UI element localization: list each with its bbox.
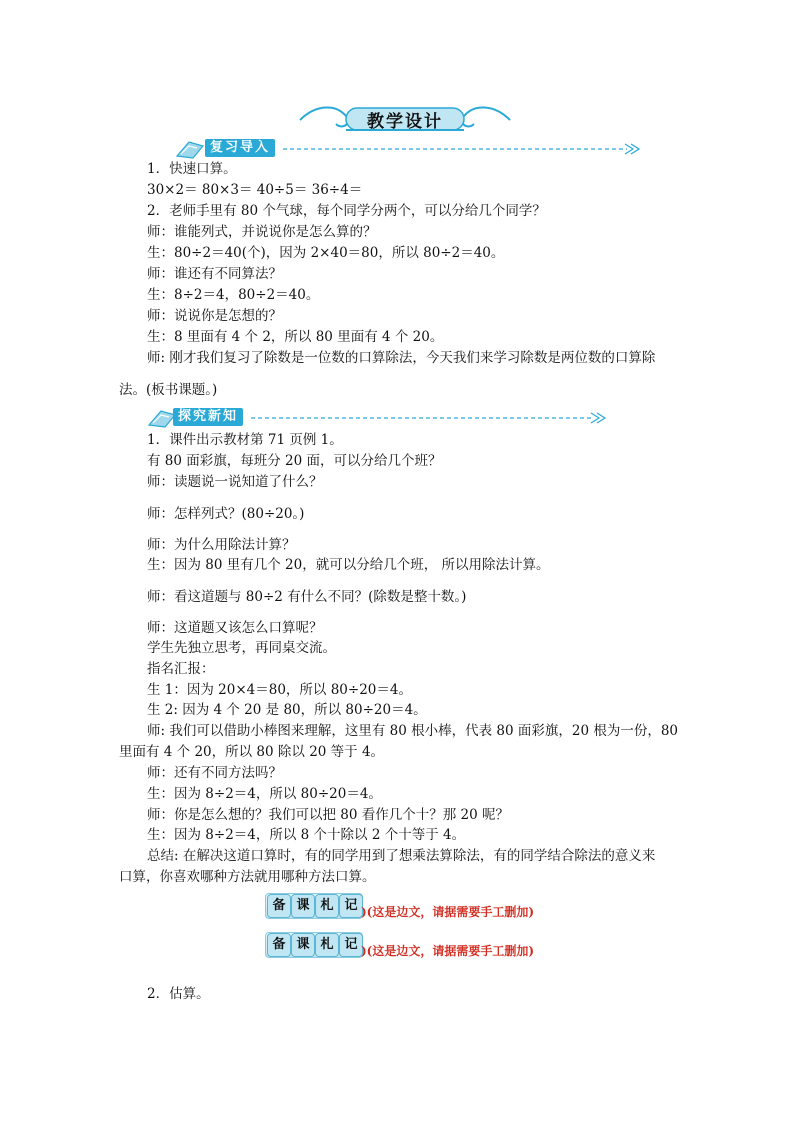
dashed-arrow-line — [251, 412, 607, 424]
text-line: 师：看这道题与 80÷2 有什么不同？(除数是整十数。) — [147, 589, 467, 605]
section-header-review — [175, 138, 641, 160]
note-char: 记 — [339, 894, 363, 918]
text-line: 学生先独立思考，再同桌交流。 — [147, 640, 336, 656]
text-line: 师：怎样列式？(80÷20。) — [147, 506, 305, 522]
margin-note-text: )(这是边文，请据需要手工删加) — [361, 905, 535, 919]
text-line: 生：8÷2＝4，80÷2＝40。 — [147, 287, 320, 303]
text-line: 师：谁还有不同算法？ — [147, 266, 282, 282]
text-line: 生 2: 因为 4 个 20 是 80，所以 80÷20＝4。 — [147, 702, 427, 718]
text-line: 师：你是怎么想的？我们可以把 80 看作几个十？那 20 呢？ — [147, 807, 510, 823]
text-line: 师: 刚才我们复习了除数是一位数的口算除法，今天我们来学习除数是两位数的口算除 — [147, 350, 656, 366]
note-char: 札 — [315, 933, 339, 957]
text-line: 1．课件出示教材第 71 页例 1。 — [147, 432, 343, 448]
text-line: 师：谁能列式，并说说你是怎么算的？ — [147, 224, 377, 240]
text-line: 师：为什么用除法计算？ — [147, 537, 296, 553]
text-line: 生：因为 8÷2＝4，所以 80÷20＝4。 — [147, 786, 382, 802]
book-icon — [175, 138, 205, 160]
note-char: 课 — [291, 894, 315, 918]
text-line: 30×2＝ 80×3＝ 40÷5＝ 36÷4＝ — [147, 182, 363, 198]
text-line: 里面有 4 个 20，所以 80 除以 20 等于 4。 — [119, 744, 385, 760]
lesson-notes-box — [265, 893, 565, 919]
note-char: 札 — [315, 894, 339, 918]
text-line: 生：因为 80 里有几个 20，就可以分给几个班， 所以用除法计算。 — [147, 557, 550, 573]
text-line: 指名汇报： — [147, 661, 215, 677]
section-header-explore — [147, 407, 607, 429]
lesson-notes-box — [265, 932, 565, 958]
text-line: 生 1：因为 20×4＝80，所以 80÷20＝4。 — [147, 682, 412, 698]
text-line: 有 80 面彩旗，每班分 20 面，可以分给几个班？ — [147, 453, 442, 469]
note-char: 备 — [267, 933, 291, 957]
page-title: 教学设计 — [367, 112, 443, 132]
text-line: 总结: 在解决这道口算时，有的同学用到了想乘法算除法，有的同学结合除法的意义来 — [147, 848, 656, 864]
note-char: 备 — [267, 894, 291, 918]
text-line: 生：因为 8÷2＝4，所以 8 个十除以 2 个十等于 4。 — [147, 827, 466, 843]
text-line: 生：80÷2＝40(个)，因为 2×40＝80，所以 80÷2＝40。 — [147, 245, 505, 261]
note-char: 课 — [291, 933, 315, 957]
note-char: 记 — [339, 933, 363, 957]
text-line: 师：还有不同方法吗？ — [147, 765, 282, 781]
dashed-arrow-line — [283, 143, 641, 155]
text-line: 法。(板书课题。) — [119, 382, 218, 398]
text-line: 师：说说你是怎想的？ — [147, 308, 282, 324]
margin-note-text: )(这是边文，请据需要手工删加) — [361, 944, 535, 958]
text-line: 生：8 里面有 4 个 2，所以 80 里面有 4 个 20。 — [147, 329, 444, 345]
section-label: 探究新知 — [173, 408, 243, 426]
text-line: 师: 我们可以借助小棒图来理解，这里有 80 根小棒，代表 80 面彩旗，20 根为一份，80 — [147, 723, 679, 739]
text-line: 2．估算。 — [147, 986, 210, 1002]
text-line: 2．老师手里有 80 个气球，每个同学分两个，可以分给几个同学？ — [147, 203, 546, 219]
text-line: 1．快速口算。 — [147, 161, 237, 177]
section-label: 复习导入 — [205, 139, 275, 157]
text-line: 师：这道题又该怎么口算呢？ — [147, 620, 323, 636]
text-line: 口算，你喜欢哪种方法就用哪种方法口算。 — [119, 869, 376, 885]
text-line: 师：读题说一说知道了什么？ — [147, 474, 323, 490]
